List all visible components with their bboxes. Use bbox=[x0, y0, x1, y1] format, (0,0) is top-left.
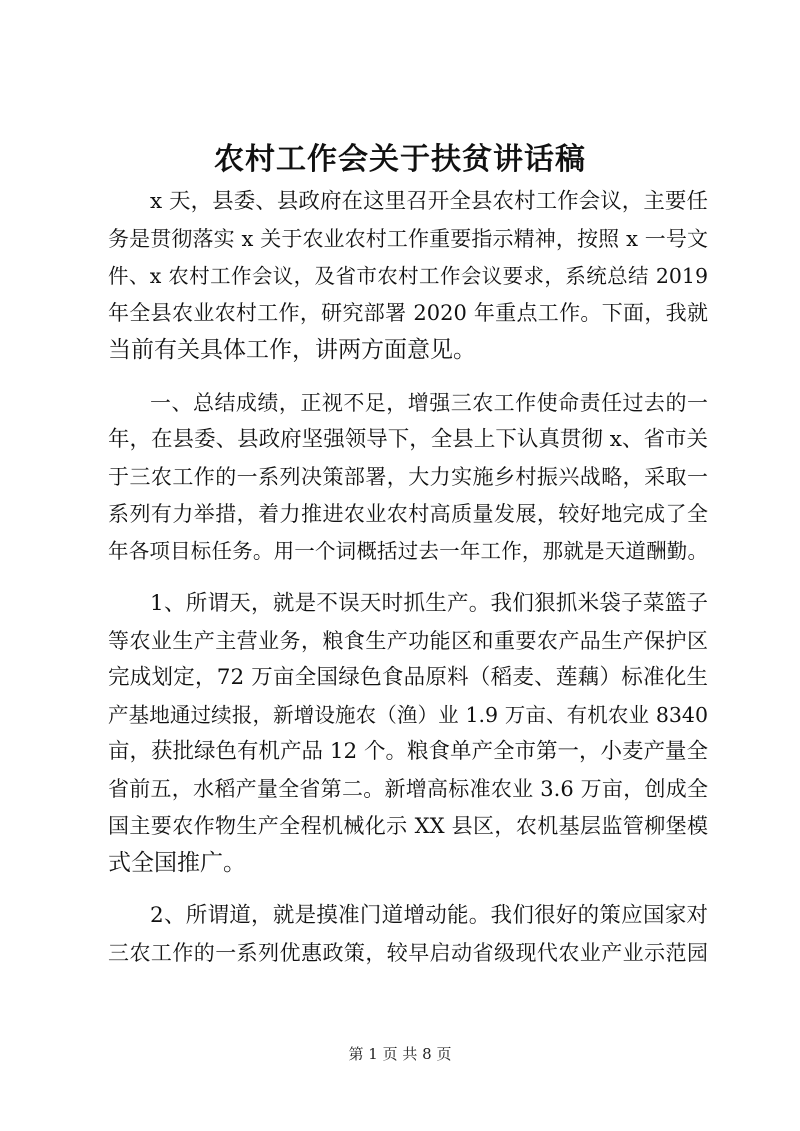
paragraph-line: 产基地通过续报，新增设施农（渔）业 1.9 万亩、有机农业 8340 bbox=[108, 703, 708, 727]
paragraph-line: 国主要农作物生产全程机械化示 XX 县区，农机基层监管柳堡模 bbox=[108, 814, 708, 838]
paragraph-line: 三农工作的一系列优惠政策，较早启动省级现代农业产业示范园 bbox=[108, 941, 708, 965]
paragraph-line: 于三农工作的一系列决策部署，大力实施乡村振兴战略，采取一 bbox=[108, 465, 708, 489]
paragraph-line: 式全国推广。 bbox=[108, 850, 246, 876]
paragraph-line: x 天，县委、县政府在这里召开全县农村工作会议，主要任 bbox=[150, 189, 708, 214]
paragraph-line: 当前有关具体工作，讲两方面意见。 bbox=[108, 337, 476, 363]
paragraph-line: 亩，获批绿色有机产品 12 个。粮食单产全市第一，小麦产量全 bbox=[108, 739, 708, 764]
paragraph-line: 完成划定，72 万亩全国绿色食品原料（稻麦、莲藕）标准化生 bbox=[108, 665, 708, 690]
paragraph-line: 1、所谓天，就是不误天时抓生产。我们狠抓米袋子菜篮子 bbox=[150, 591, 708, 616]
page-footer: 第 1 页 共 8 页 bbox=[348, 1045, 452, 1063]
paragraph-line: 2、所谓道，就是摸准门道增动能。我们很好的策应国家对 bbox=[150, 903, 708, 928]
paragraph-line: 一、总结成绩，正视不足，增强三农工作使命责任过去的一 bbox=[150, 391, 708, 415]
paragraph-line: 务是贯彻落实 x 关于农业农村工作重要指示精神，按照 x 一号文 bbox=[108, 227, 708, 251]
paragraph-line: 年各项目标任务。用一个词概括过去一年工作，那就是天道酬勤。 bbox=[108, 539, 708, 563]
paragraph-line: 等农业生产主营业务，粮食生产功能区和重要农产品生产保护区 bbox=[108, 629, 708, 653]
paragraph-line: 年全县农业农村工作，研究部署 2020 年重点工作。下面，我就 bbox=[108, 301, 708, 325]
document-title: 农村工作会关于扶贫讲话稿 bbox=[214, 142, 586, 177]
paragraph-line: 件、x 农村工作会议，及省市农村工作会议要求，系统总结 2019 bbox=[108, 264, 708, 288]
paragraph-line: 系列有力举措，着力推进农业农村高质量发展，较好地完成了全 bbox=[108, 502, 708, 526]
paragraph-line: 年，在县委、县政府坚强领导下，全县上下认真贯彻 x、省市关 bbox=[108, 427, 708, 452]
paragraph-line: 省前五，水稻产量全省第二。新增高标准农业 3.6 万亩，创成全 bbox=[108, 777, 708, 801]
